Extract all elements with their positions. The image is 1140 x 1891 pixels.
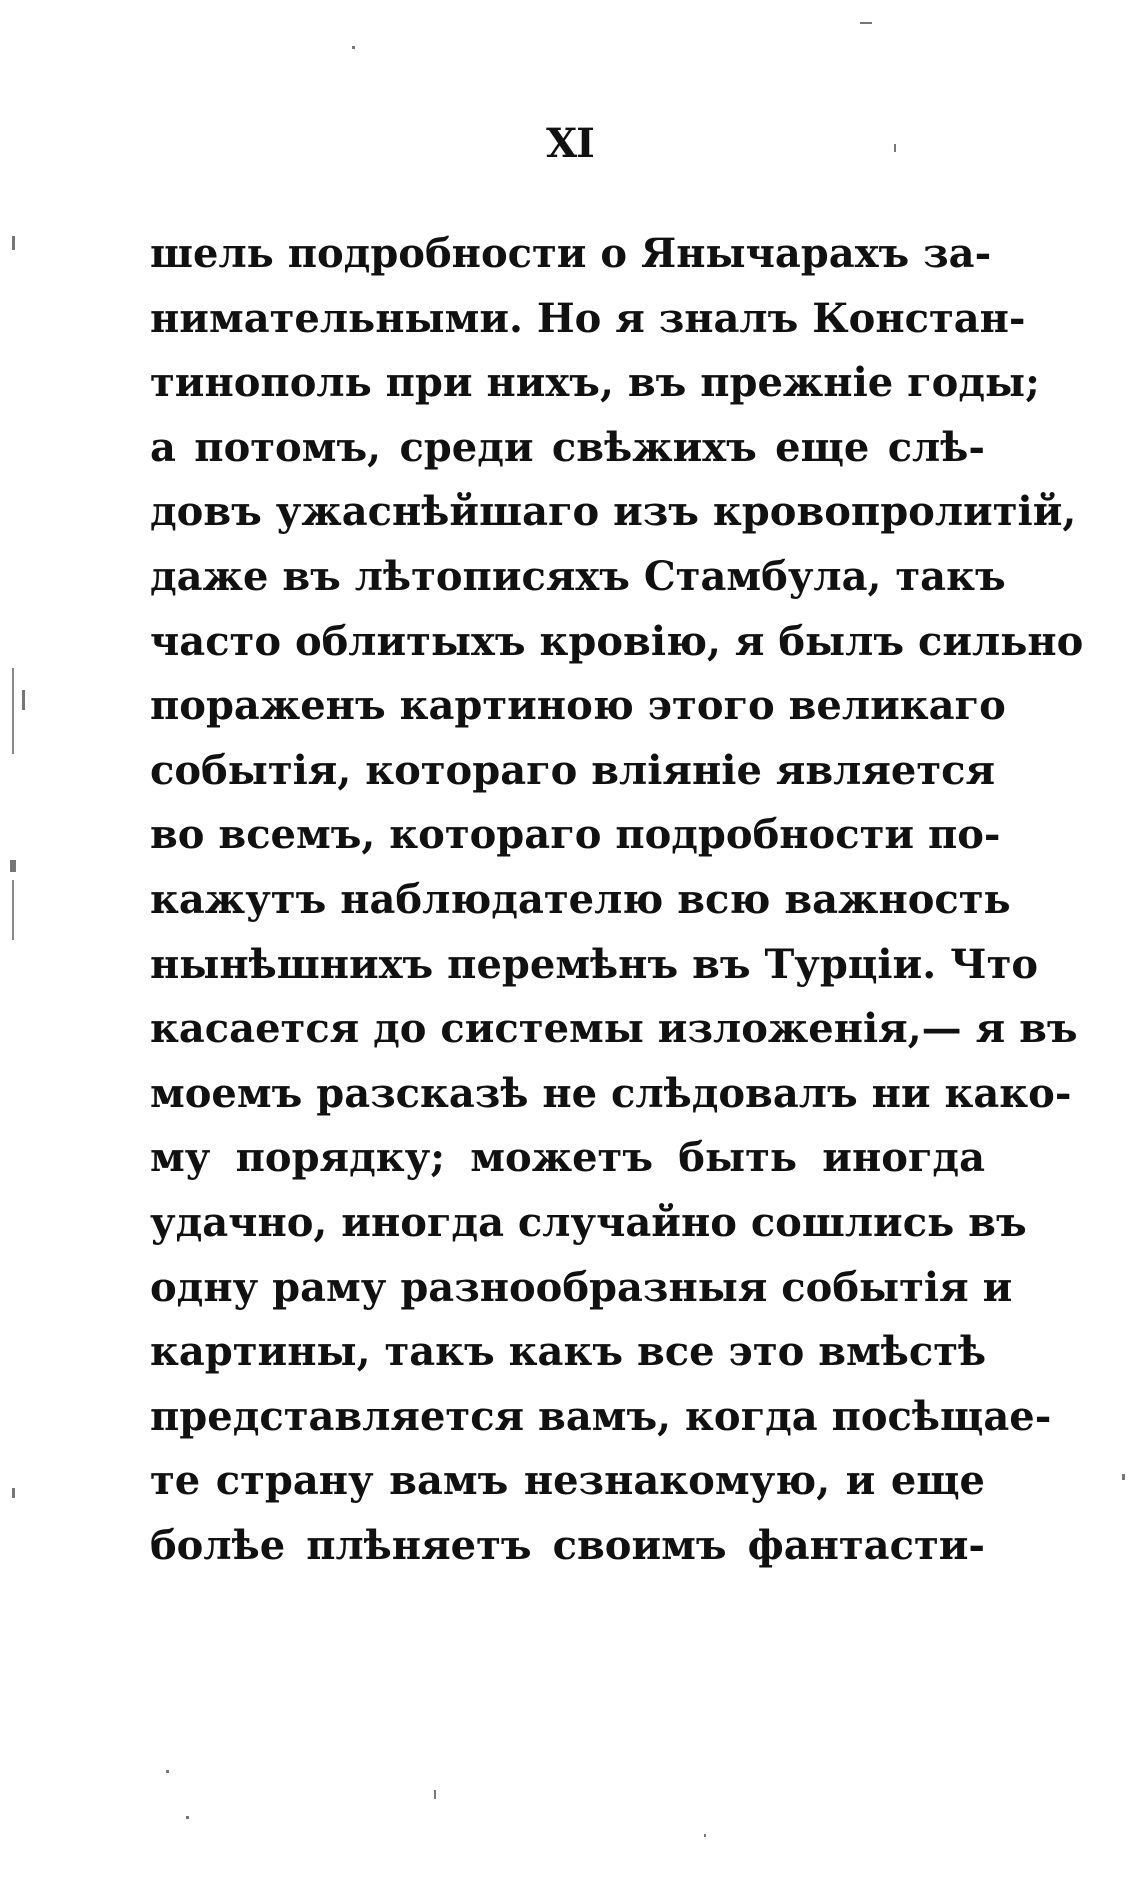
- body-text: [150, 222, 1084, 1578]
- text-line: болѣе плѣняетъ своимъ фантасти-: [150, 1521, 985, 1569]
- scan-speck: [186, 1816, 189, 1819]
- text-line: тинополь при нихъ, въ прежніе годы;: [150, 359, 1040, 407]
- text-line: му порядку; можетъ быть иногда: [150, 1134, 985, 1182]
- scan-speck: [434, 1790, 436, 1799]
- scan-speck: [22, 690, 25, 710]
- text-line: те страну вамъ незнакомую, и еще: [150, 1457, 985, 1505]
- text-line: нынѣшнихъ перемѣнъ въ Турціи. Что: [150, 940, 1039, 988]
- text-line: довъ ужаснѣйшаго изъ кровопролитій,: [150, 488, 1077, 536]
- scan-margin-line: [12, 880, 14, 940]
- text-line: одну раму разнообразныя событія и: [150, 1263, 1013, 1311]
- text-line: событія, котораго вліяніе является: [150, 746, 996, 794]
- text-line: пораженъ картиною этого великаго: [150, 682, 1006, 730]
- scan-margin-line: [12, 668, 14, 754]
- text-line: кажутъ наблюдателю всю важность: [150, 875, 1011, 923]
- page-number: XI: [546, 120, 594, 167]
- scan-speck: [12, 236, 15, 250]
- text-line: представляется вамъ, когда посѣщае-: [150, 1392, 1052, 1440]
- scan-speck: [704, 1834, 706, 1837]
- scan-speck: [166, 1770, 169, 1773]
- text-line: картины, такъ какъ все это вмѣстѣ: [150, 1328, 987, 1376]
- scan-speck: [352, 46, 355, 49]
- scan-speck: [1122, 1474, 1125, 1480]
- scan-speck: [12, 1488, 15, 1498]
- scan-speck: [894, 144, 896, 152]
- text-line: даже въ лѣтописяхъ Стамбула, такъ: [150, 552, 1006, 600]
- text-line: во всемъ, котораго подробности по-: [150, 811, 1001, 859]
- text-line: нимательными. Но я зналъ Констан-: [150, 294, 1026, 342]
- text-line: касается до системы изложенія,— я въ: [150, 1005, 1078, 1053]
- scan-speck: [10, 860, 16, 872]
- text-line: часто облитыхъ кровію, я былъ сильно: [150, 617, 1084, 665]
- text-line: а потомъ, среди свѣжихъ еще слѣ-: [150, 423, 985, 471]
- text-line: шель подробности о Янычарахъ за-: [150, 230, 992, 277]
- scan-speck: [860, 22, 872, 24]
- text-line: моемъ разсказѣ не слѣдовалъ ни како-: [150, 1069, 1072, 1117]
- text-line: удачно, иногда случайно сошлись въ: [150, 1198, 1027, 1246]
